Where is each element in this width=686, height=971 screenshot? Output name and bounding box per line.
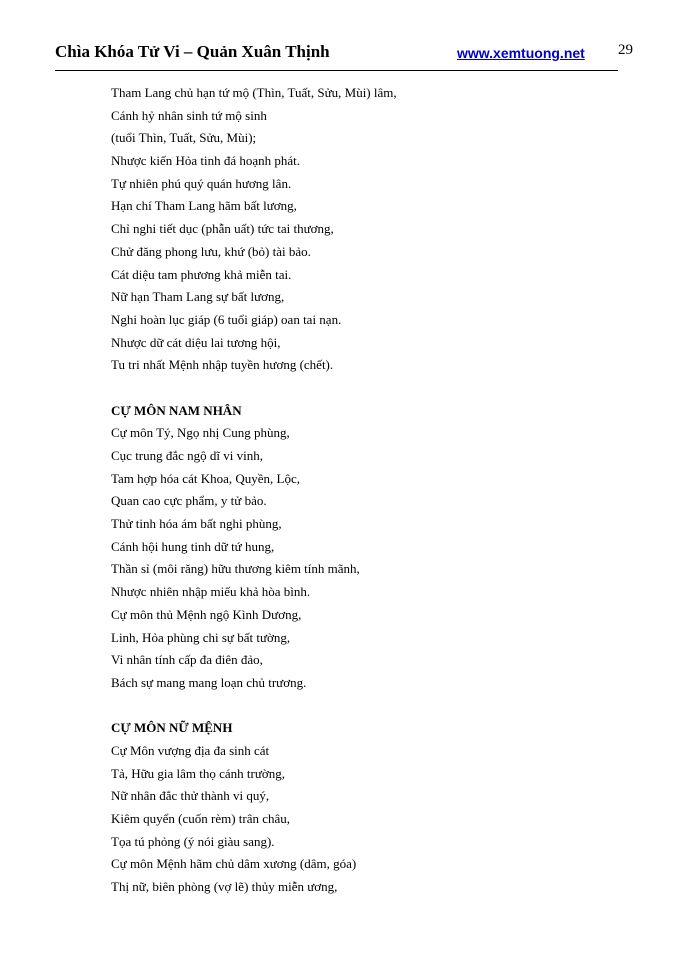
verse-line: Chỉ nghi tiết dục (phẫn uất) tức tai thương,	[111, 221, 334, 237]
page-number: 29	[618, 42, 633, 58]
verse-section-cu-mon-nu	[111, 717, 631, 899]
verse-line: Cự Môn vượng địa đa sinh cát	[111, 742, 270, 758]
verse-line: Nhược dữ cát diệu lai tương hội,	[111, 334, 281, 350]
verse-line: Tam hợp hóa cát Khoa, Quyền, Lộc,	[111, 470, 300, 486]
verse-line: Vi nhân tính cấp đa điên đảo,	[111, 652, 263, 668]
verse-line: Thử tinh hóa ám bất nghi phùng,	[111, 516, 282, 532]
document-title: Chìa Khóa Tử Vi – Quản Xuân Thịnh	[55, 42, 330, 61]
verse-line: Cục trung đắc ngộ dĩ vi vinh,	[111, 448, 264, 463]
verse-section-cu-mon-nam	[111, 400, 631, 695]
verse-line: Cự môn Tý, Ngọ nhị Cung phùng,	[111, 425, 290, 441]
verse-line: Quan cao cực phẩm, y tử bảo.	[111, 493, 267, 509]
verse-line: Hạn chí Tham Lang hãm bất lương,	[111, 198, 297, 214]
verse-line: Tham Lang chủ hạn tứ mộ (Thìn, Tuất, Sửu, Mùi) lâm,	[111, 85, 397, 100]
verse-line: Cánh hội hung tinh dữ tứ hung,	[111, 538, 275, 554]
verse-line: Chử đăng phong lưu, khứ (bỏ) tài bảo.	[111, 243, 311, 259]
verse-line: Tả, Hữu gia lâm thọ cánh trường,	[111, 765, 286, 781]
verse-line: Tu tri nhất Mệnh nhập tuyền hương (chết).	[111, 357, 334, 373]
website-link[interactable]: www.xemtuong.net	[457, 45, 585, 61]
verse-line: Tự nhiên phú quý quán hương lân.	[111, 175, 292, 191]
verse-line: Thị nữ, biên phòng (vợ lẽ) thủy miễn ương,	[111, 879, 338, 895]
section-spacer	[111, 377, 631, 400]
section-heading: CỰ MÔN NAM NHÂN	[111, 402, 242, 418]
page-header	[55, 42, 641, 66]
verse-line: Kiêm quyển (cuốn rèm) trân châu,	[111, 811, 291, 826]
verse-line: Cánh hỷ nhân sinh tứ mộ sinh	[111, 107, 267, 123]
page-body	[111, 82, 631, 899]
verse-section-tham-lang	[111, 82, 631, 377]
header-divider	[55, 70, 618, 71]
section-spacer	[111, 695, 631, 718]
verse-line: Thần sỉ (môi răng) hữu thương kiêm tính mãnh,	[111, 561, 360, 577]
verse-line: Nhược kiến Hỏa tinh đá hoạnh phát.	[111, 153, 301, 169]
verse-line: (tuổi Thìn, Tuất, Sửu, Mùi);	[111, 130, 257, 146]
verse-line: Nữ nhân đắc thử thành vi quý,	[111, 788, 270, 804]
verse-line: Nhược nhiên nhập miếu khả hòa bình.	[111, 584, 311, 600]
verse-line: Cát diệu tam phương khả miễn tai.	[111, 266, 292, 282]
verse-line: Bách sự mang mang loạn chủ trương.	[111, 674, 307, 690]
verse-line: Cự môn thủ Mệnh ngộ Kình Dương,	[111, 606, 302, 622]
section-heading: CỰ MÔN NỮ MỆNH	[111, 720, 233, 736]
verse-line: Tọa tú phỏng (ý nói giàu sang).	[111, 833, 275, 849]
verse-line: Nghi hoàn lục giáp (6 tuổi giáp) oan tai nạn.	[111, 311, 342, 327]
verse-line: Linh, Hỏa phùng chi sự bất tường,	[111, 629, 291, 645]
verse-line: Nữ hạn Tham Lang sự bất lương,	[111, 289, 285, 305]
verse-line: Cự môn Mệnh hãm chủ dâm xương (dâm, góa)	[111, 856, 357, 872]
